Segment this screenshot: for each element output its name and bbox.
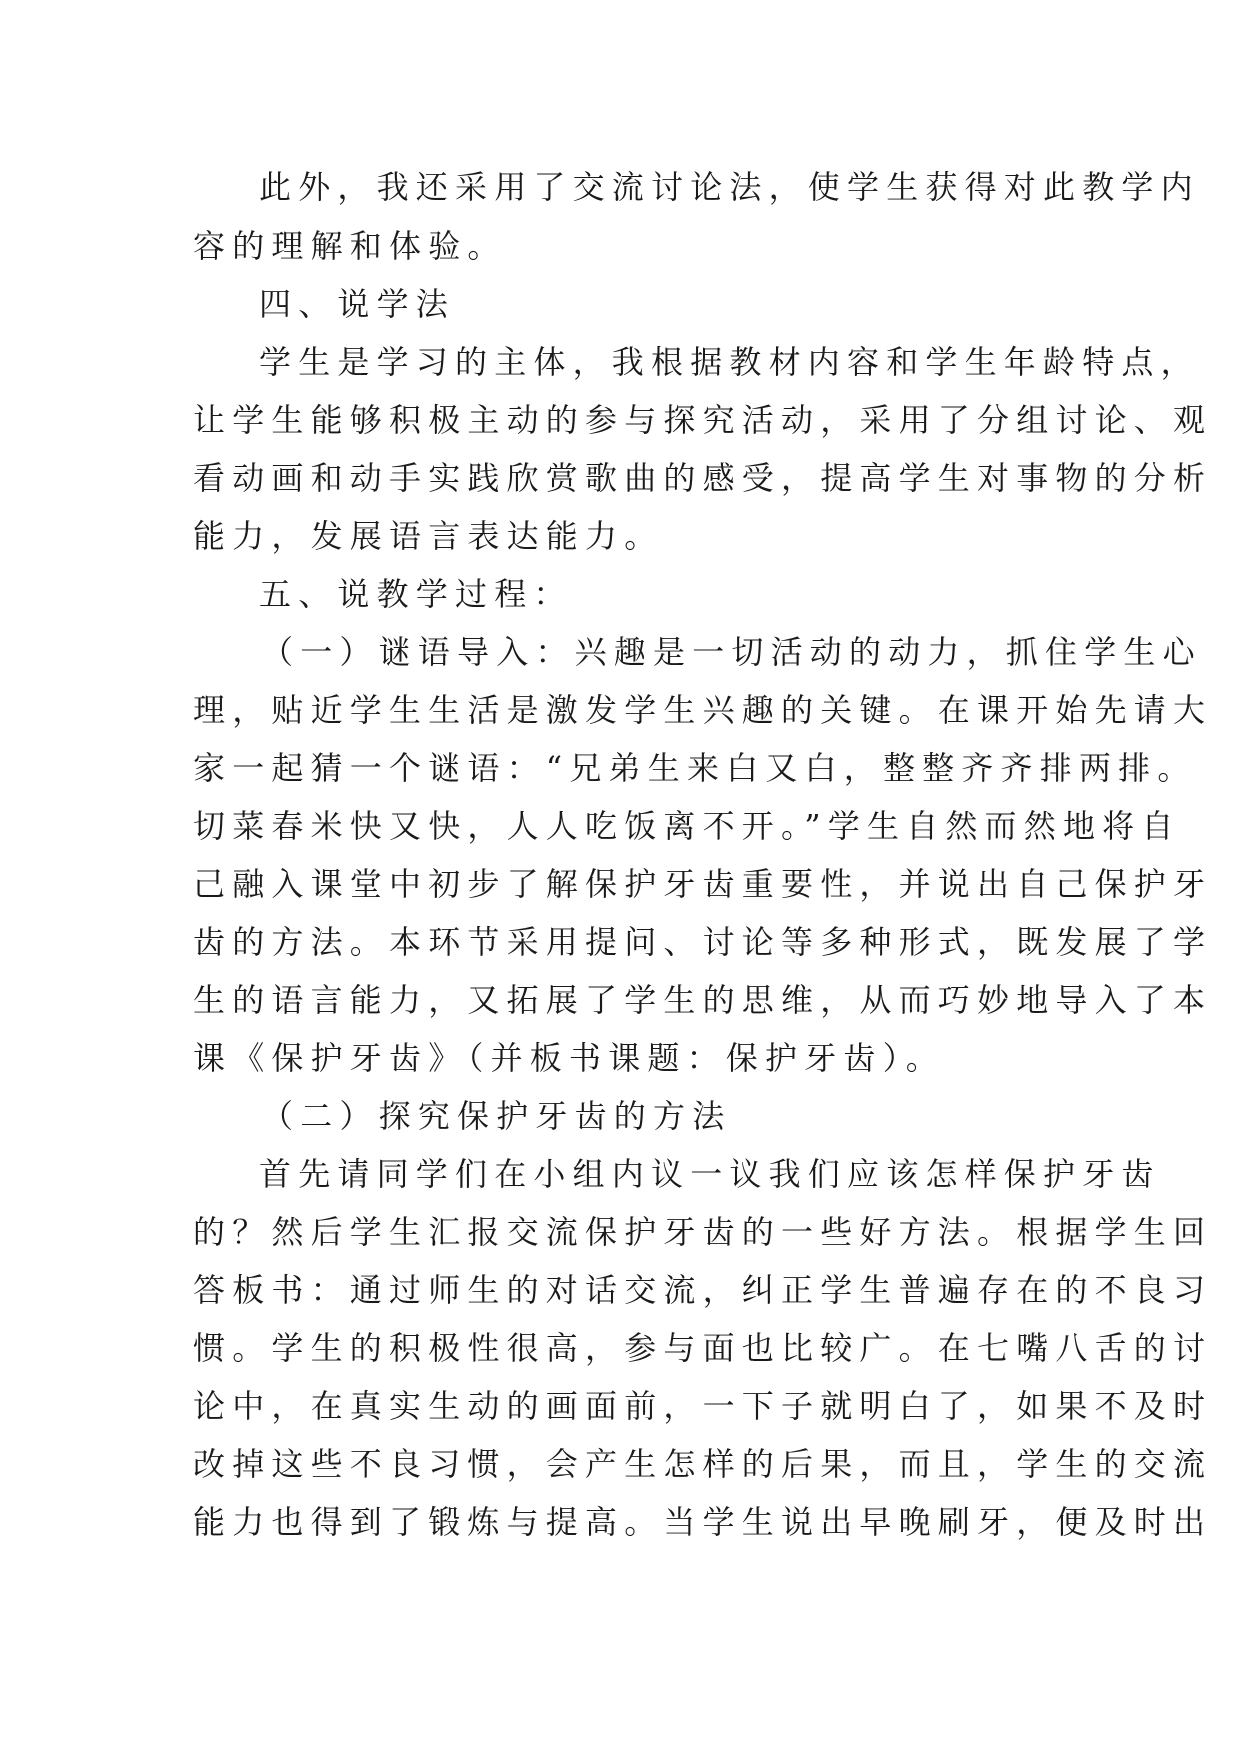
paragraph-line: 切菜春米快又快，人人吃饭离不开。”学生自然而然地将自	[193, 807, 1181, 845]
paragraph-line: 家一起猜一个谜语：“兄弟生来白又白，整整齐齐排两排。	[193, 749, 1197, 787]
section-heading: 五、说教学过程：	[259, 575, 573, 613]
paragraph-line: 齿的方法。本环节采用提问、讨论等多种形式，既发展了学	[193, 923, 1213, 961]
paragraph-line: 课《保护牙齿》（并板书课题：保护牙齿）。	[193, 1039, 946, 1077]
paragraph-line: 学生是学习的主体，我根据教材内容和学生年龄特点，	[259, 343, 1200, 381]
paragraph-line: 让学生能够积极主动的参与探究活动，采用了分组讨论、观	[193, 401, 1213, 439]
paragraph-line: 惯。学生的积极性很高，参与面也比较广。在七嘴八舌的讨	[193, 1329, 1213, 1367]
paragraph-line: 此外，我还采用了交流讨论法，使学生获得对此教学内	[259, 168, 1200, 206]
paragraph-line: 理，贴近学生生活是激发学生兴趣的关键。在课开始先请大	[193, 691, 1213, 729]
paragraph-line: 论中，在真实生动的画面前，一下子就明白了，如果不及时	[193, 1387, 1213, 1425]
paragraph-line: 改掉这些不良习惯，会产生怎样的后果，而且，学生的交流	[193, 1445, 1213, 1483]
paragraph-line: 容的理解和体验。	[193, 227, 507, 265]
paragraph-line: 生的语言能力，又拓展了学生的思维，从而巧妙地导入了本	[193, 981, 1213, 1019]
paragraph-line: （一）谜语导入：兴趣是一切活动的动力，抓住学生心	[261, 633, 1202, 671]
section-heading: （二）探究保护牙齿的方法	[261, 1097, 732, 1135]
paragraph-line: 首先请同学们在小组内议一议我们应该怎样保护牙齿	[259, 1155, 1161, 1193]
paragraph-line: 看动画和动手实践欣赏歌曲的感受，提高学生对事物的分析	[193, 459, 1213, 497]
paragraph-line: 的？然后学生汇报交流保护牙齿的一些好方法。根据学生回	[193, 1213, 1213, 1251]
paragraph-line: 己融入课堂中初步了解保护牙齿重要性，并说出自己保护牙	[193, 865, 1213, 903]
paragraph-line: 能力也得到了锻炼与提高。当学生说出早晚刷牙，便及时出	[193, 1503, 1213, 1541]
paragraph-line: 能力，发展语言表达能力。	[193, 517, 664, 555]
section-heading: 四、说学法	[259, 285, 456, 323]
paragraph-line: 答板书：通过师生的对话交流，纠正学生普遍存在的不良习	[193, 1271, 1213, 1309]
